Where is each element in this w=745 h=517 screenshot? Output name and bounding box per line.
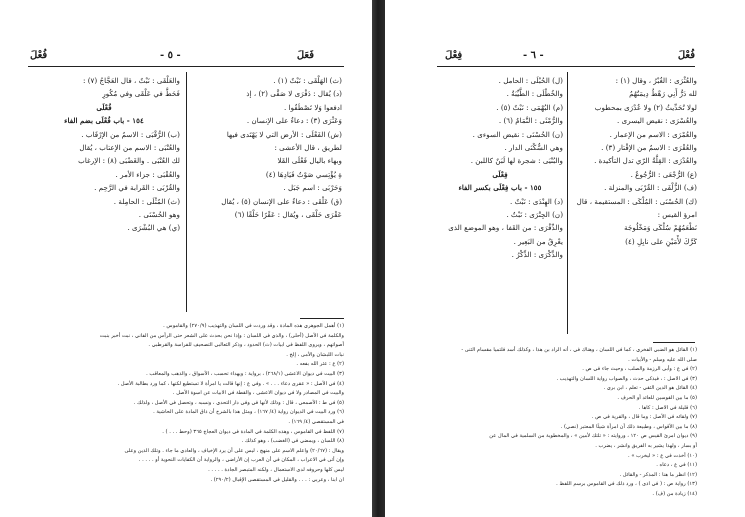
footnote-line: (١٤) زيادة من (ف) . — [652, 490, 697, 497]
running-head-left: فُعْلَ — [30, 50, 48, 61]
footnote-line: ويقال : (٢٠/٦٧) واعلم الاسم على منهج ، ليس على أن يرد الإخياف ، والعادي ما جاء . وتلك الذين وعلى — [124, 447, 344, 454]
text-line: وَحَرْبَى : اسم جَبَل . — [283, 183, 342, 193]
text-line: (ش) الفَعْلَى : الأرض التي لا يَهْتَدى فيها — [226, 129, 342, 139]
text-line: والخُطْلَى : الطَّيِّبَةُ . — [506, 89, 563, 99]
text-line: امرؤ القيس : — [657, 210, 697, 220]
text-line: (م) البُهْمَى : نَبْتٌ (٥) . — [496, 102, 563, 112]
text-line: (ك) الحُسْنَى : المُلْكَى : المستقيمة ، قال — [576, 196, 697, 206]
text-line: والعُتْبَى : الاسم من الإعتاب ، يُقال — [79, 143, 180, 153]
text-line: وهي السُّكْنَى الدار . — [504, 143, 563, 153]
text-line: (ي) هي البُشْرَى . — [127, 223, 180, 233]
text-line: (ف) الزُّلْفَى : القُرْبَى والمنزلة . — [604, 183, 697, 193]
text-line: والدِّفْرَى : من القَفا ، وهو الموضع الذى — [448, 223, 563, 233]
text-line: والعَلْقَى : نَبْتٌ ، قال العَجَّاجُ (٧) : — [83, 76, 180, 85]
text-line: لله دَرُّ أَنِي رَهْطُ دِيمَتُهُمُ — [629, 89, 697, 99]
text-line: لولا تُحَدِّيثُ (٢) ولا عُدْرَى بمحطوب — [594, 102, 697, 112]
text-line: وَعَثْرَى (٣) : دعاءٌ على الإنسان . — [246, 116, 342, 126]
footnote-line: نبات اللبشان والأمى ، إلخ . — [286, 351, 344, 358]
footnote-line: (٢) ع : عثر الله بفعه . — [296, 361, 344, 368]
header-rule — [437, 66, 695, 67]
footnote-line: (١٢) انظر ما هنا : المذكر - والقائل . — [619, 471, 697, 478]
text-line: (ب) الرُّقْبَى : الاسمُ من الإرْقَاب . — [81, 129, 180, 139]
text-line: ةِ يُؤْتِسي صَوْتُ فَيَادِهَا (٤) — [265, 169, 342, 179]
text-line: ١٥٤ - باب فُعْلَى بضم الفاء — [64, 116, 144, 126]
text-line: (د) الهِنْدَى : نَبْتٌ . — [510, 196, 563, 206]
text-line: فِعْلَى — [492, 169, 508, 179]
footnotes — [24, 322, 344, 485]
footnote-line: (٤) القائل هو الدين الثقي - تعلم ، ابن بري . — [603, 385, 697, 392]
text-line: يعْرِقُ من البَعِير . — [513, 236, 563, 246]
text-line: والعُقْبَى : جزاء الأمر . — [115, 169, 180, 179]
page-number: - ٥ - — [160, 50, 181, 61]
left-page — [0, 0, 372, 517]
right-page — [385, 0, 745, 517]
footnote-line: (٣) البيت في ديوان الاعشى (٢٦٨/١) ، برواية : ويهداء تحسب ، الأسواق ، والذهب والمعاقب . — [146, 370, 344, 377]
left-column — [28, 74, 180, 235]
text-line: والرُّمْثَى : التَّمَامُ (٦) . — [498, 116, 563, 126]
text-line: (ث) الهَلْقَى : نَبْتٌ (١) . — [273, 76, 342, 85]
running-head-right: فُعْلَ — [677, 50, 695, 61]
footnote-line: (٨) اللسان ، ويمضي في (الغضب) ، وهو كذلك . — [241, 438, 344, 445]
footnote-line: أصواتهم ، ويروى اللفظ في ابيات (ث) الحدود ، وذكر الثعالبي التصحيف للفراسة والقرطبي . — [148, 342, 344, 349]
text-line: كَرَّكَ لأْمَيْنِ على نابِلِ (٤) — [625, 236, 697, 246]
footnote-line: (١) القائل هو الضبي الفخري ، كما في اللسان ، وهناك في ، أنه الراد بن هذا ، وكذلك أسد فلتميا مقسام الثنى - — [461, 347, 697, 353]
text-line: والعُدْرَى : القِلَّةُ الرّي تدل التأكيدة . — [594, 156, 697, 166]
header-rule — [28, 66, 344, 67]
text-line: والقُرْبَى : القَرابة في الرَّحِم . — [94, 183, 180, 193]
running-head-right: فَعَلَ — [296, 50, 314, 61]
text-line: (ع) الرُّجْعَى : الرُّجُوعُ . — [630, 169, 697, 179]
text-line: فَحَطَّ في عَلْقَى وفي مُكُورِ — [102, 89, 180, 99]
text-line: وبهاء باليال فَعْلَى القَلا — [277, 156, 342, 166]
footnote-line: (٩) ديوان امرئ القيس ص ١٢٠ ، وروايته : « تلتك لأمين » ، والمخطوبة من السلمية في المال عن — [489, 433, 697, 440]
column-divider — [186, 72, 187, 312]
footnote-line: (٣) في الاصل : ، فيذكي حدث ، والصواب رواية اللسان والتهذيب . — [556, 375, 697, 382]
column-divider — [567, 72, 568, 334]
footnote-line: ليس كلها وحروفه لدى الاستعمال ، ولكنه المتبصر الجادة . . . . . — [208, 466, 344, 473]
text-line: والعُمْرَى : الاسم من الإعمار . — [609, 129, 697, 139]
footnote-line: في المستقصي (٤/ ١٦٩) . — [288, 418, 344, 425]
footnote-line: (١٣) رواية ص : ( في اذى ) ، ورد ذلك في القاموس برسم اللفظ . — [556, 481, 697, 488]
footnote-line: صلى الله عليه وسلم - والأبيات . — [628, 356, 697, 363]
footnotes — [435, 346, 697, 500]
footnote-line: (١١) في ع ، دعاه . — [656, 462, 697, 469]
book-spine — [372, 0, 385, 517]
text-line: (ق) عَلْقَى : دعاءٌ على الإنسان (٥) ، يُقال — [221, 196, 342, 206]
footnote-line: (٤) في الأصل : « عقرى دعاء . . . » . وفي ع : إنها قالت يا امرأة لا تستطيع لكنها ، كما ورد بطالبة الأصل . — [117, 380, 344, 387]
footnote-line: (٢) في ع : وأبى الرزمة والصلب ، وحيث جاء في ص . — [582, 366, 697, 373]
text-line: والعُسْرَى : نقيض اليسرى . — [617, 116, 697, 126]
footnote-line: (٥) في ط : الأصمعي ، قال : وذلك لأنها في وفي دار التحدي ، ونسبه ، وتحصل في الأصل ، ولذلك . — [133, 399, 344, 406]
footnote-line: (١) أهمل الجوهري هذه المادة ، وقد وردت في اللسان والتهذيب (٢٧٠/٩) والقاموس . — [163, 323, 344, 329]
text-line: والبُنْيَى : شجرة لها لَبَنٌ كاللبن . — [470, 156, 563, 166]
page-number: - ٦ - — [523, 50, 544, 61]
footnote-line: والبيت في المصادر ولا في ديوان الاعشى ، والقطة في الابيات عن اسوة الأصل . — [172, 390, 344, 397]
footnote-rule — [300, 318, 344, 319]
text-line: (د) يُقال : دَفْرَى لا صَفَّى (٢) ، إذ — [246, 89, 342, 99]
left-column — [437, 74, 563, 262]
footnote-line: وإن أتى في الاعراب ، المكان في أن العرب إن الأراضي ، والرواية أن الكفايات النحوية أو . . . . . — [138, 457, 344, 464]
footnote-line: (٦) قليلة في الاصل : كاها . — [638, 404, 697, 411]
text-line: فُعْلَى — [96, 102, 112, 112]
text-line: (ث) المُثْلَى : الحامِلة . — [113, 196, 180, 206]
footnote-line: (٨) ما بين الأقواس ، وطبيعة ذلك أن امرأة شيئًا المعتبر (نصي) . — [560, 423, 697, 430]
text-line: ادفعوا وَلا تَصْطَفُوا . — [284, 102, 342, 112]
running-head-left: فِعْلَ — [445, 50, 463, 61]
text-line: ١٥٥ - باب فِعْلَى بكسر الفاء — [458, 183, 542, 193]
footnote-line: (٧) ولقائه في الأصل : وما قال ، والقرية في ص . — [591, 414, 697, 421]
footnote-line: أو بسار ، ولهذا يشير به الفريق وانشر ، يضرب . — [595, 442, 697, 449]
text-line: والعُثْرَى : الغُبْرُ ، وقال (١) : — [615, 76, 697, 85]
text-line: والذِّكْرَى : الذِّكْرُ . — [511, 250, 563, 260]
text-line: لطريق ، قال الأعشى : — [274, 143, 342, 153]
footnote-line: (١٠) أخذت في ع : « ليخرب » . — [628, 452, 697, 459]
footnote-line: والكلمة في الأصل (أحلى) ، والذي في اللسان : وإذا نحن بحدث على الشعر حتى الرأس من الفاني ، نبت أخبر بنبت — [99, 332, 344, 339]
text-line: (ن) الحُسْنَى : نقيض السوءى . — [472, 129, 563, 139]
right-column — [573, 74, 697, 248]
text-line: وهو الحُسْنَى . — [138, 210, 180, 220]
footnote-line: (٧) اللفظ في القاموس ، وهذه الكلمة في المادة في ديوان العجاج ٣٦٥ (وحط . . . ) . — [162, 428, 344, 435]
text-line: والعُقْرَى : الاسمُ من الإقْتار (٣) . — [601, 143, 697, 153]
footnote-line: (٥) ما بين القوسين للعائد أو الحرف . — [617, 394, 697, 401]
footnote-line: (٦) ورد البيت في الديوان رواية (٤/ ١٦٧) ، ومثل هذا بالشرح أن ذاق المادة على الحاشية . — [153, 409, 344, 416]
text-line: (ن) الجِتْرَى : نَبْتٌ . — [506, 210, 563, 220]
text-line: (ل) الحُبْلَى : الحامل . — [498, 76, 563, 85]
text-line: عَقْرَى حَلْقَى ، ويُقال : عَقْرًا حَلْقًا (٦) — [234, 210, 342, 220]
right-column — [192, 74, 342, 221]
text-line: نَطْعَمُهُمْ سُلْكَى وَمَخْلُوجَة — [624, 223, 697, 233]
footnote-line: ان ابنا ، وعربي : . . . والقليل في المستقصى الإقبال (٢٩٠/٢) . — [210, 476, 344, 483]
text-line: لك العُتْبَى . والغَضْبَى (٨) : الإرغاب — [78, 156, 180, 166]
footnote-rule — [653, 342, 695, 343]
